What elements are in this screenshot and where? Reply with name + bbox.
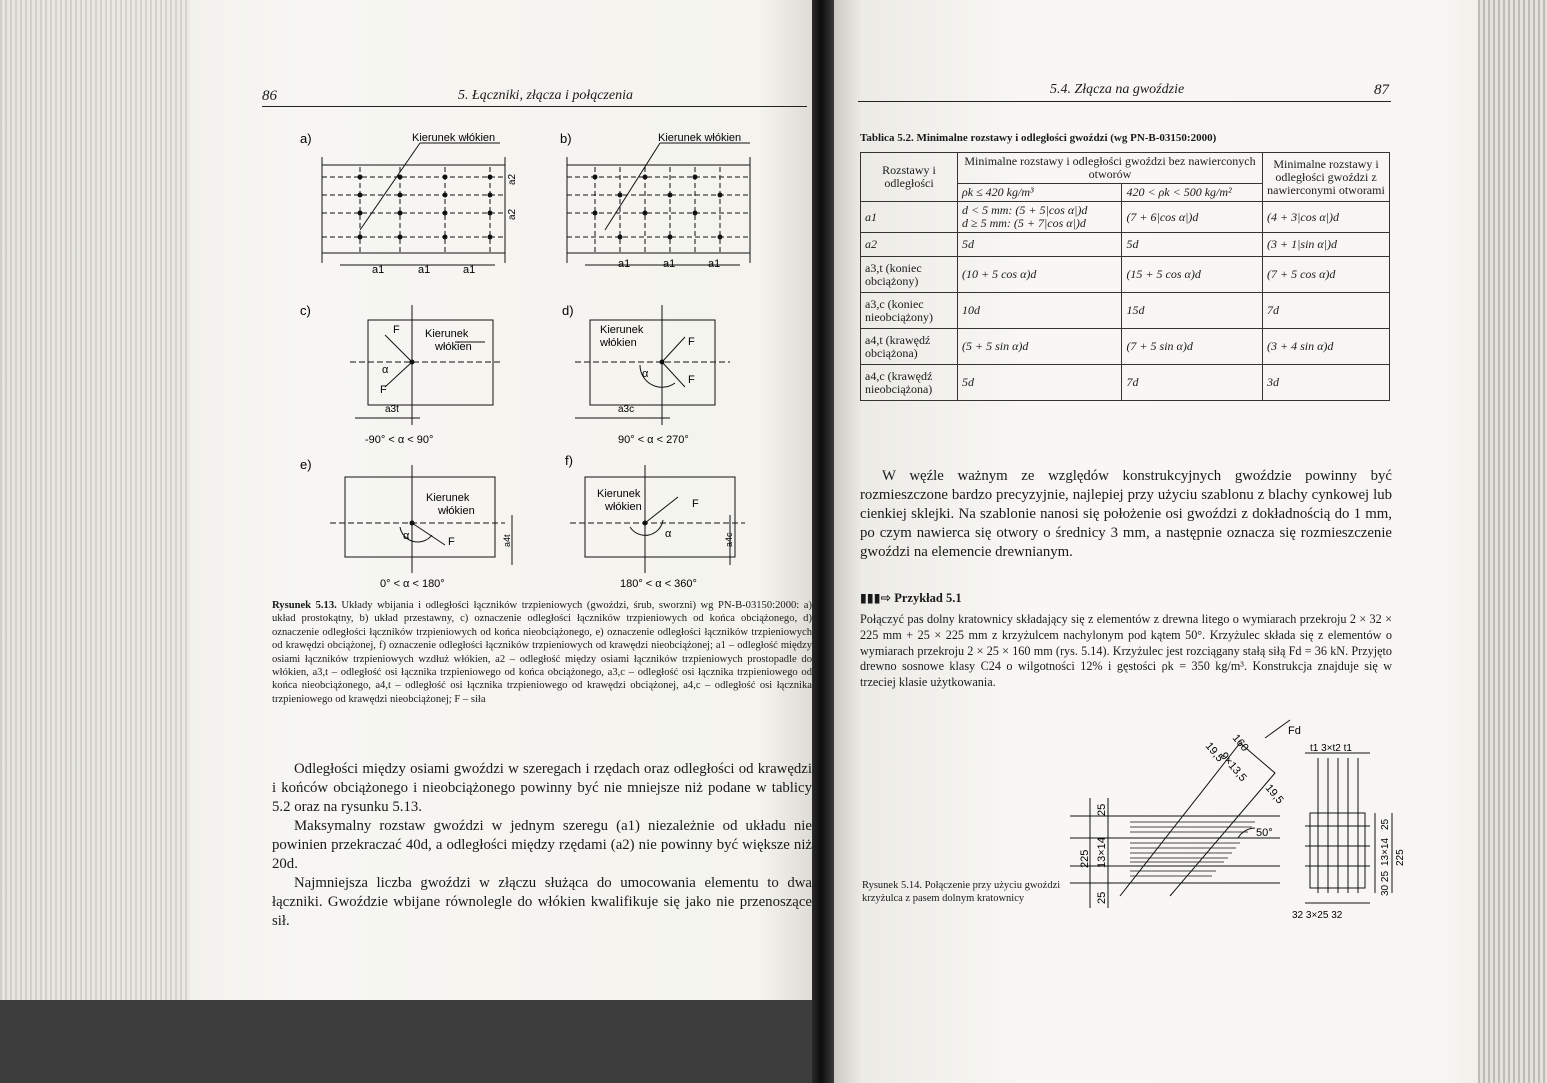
- grain-d-2: włókien: [600, 337, 637, 349]
- row-a4t-c3: (3 + 4 sin α)d: [1263, 329, 1390, 365]
- range-e: 0° < α < 180°: [380, 578, 445, 590]
- force-d-bottom: F: [688, 374, 695, 386]
- row-a1-c1b: d ≥ 5 mm: (5 + 7|cos α|)d: [962, 216, 1086, 230]
- example-text: Połączyć pas dolny kratownicy składający się z elementów z drewna litego o wymiarach przekroju 2 × 32 × 225 mm + 25 × 225 mm z krzyżulcem nachylonym pod kątem 50°. Krzyżulec składa się z elementów o wymiarach przekroju 2 × 25 × 160 mm (rys. 5.14). Krzyżulec jest rozciągany stałą siłą Fd = 36 kN. Przyjęto drewno sosnowe klasy C24 o wilgotności 12% i gęstości ρk = 350 kg/m³. Konstrukcja znajduje się w trzeciej klasie użytkowania.: [860, 612, 1392, 690]
- th-drilled: Minimalne rozstawy i odległości gwoździ z nawierconymi otworami: [1263, 153, 1390, 202]
- a1-label-2: a1: [418, 264, 431, 276]
- label-d: d): [562, 303, 574, 318]
- bottom-dims: 32 3×25 32: [1292, 910, 1343, 921]
- th-group: Minimalne rozstawy i odległości gwoździ bez nawierconych otworów: [958, 153, 1263, 184]
- dim-25b: 25: [1096, 891, 1108, 904]
- row-a4t-c1: (5 + 5 sin α)d: [958, 329, 1122, 365]
- a3t-label: a3t: [385, 404, 399, 415]
- figure-a-nails: [358, 175, 493, 240]
- figure-5-13-caption: [272, 599, 812, 706]
- grain-c-2: włókien: [435, 341, 472, 353]
- grain-label-b: Kierunek włókien: [658, 132, 742, 144]
- row-a4c-c2: 7d: [1122, 365, 1263, 401]
- row-a3t-c3: (7 + 5 cos α)d: [1263, 257, 1390, 293]
- t-label: t1 3×t2 t1: [1310, 743, 1352, 754]
- a3c-label: a3c: [618, 404, 635, 415]
- label-c: c): [300, 303, 311, 318]
- example-title: Przykład 5.1: [894, 591, 962, 605]
- a4c-label: a4c: [724, 532, 734, 547]
- figure-b-grid: [567, 143, 750, 265]
- row-a1-name: a1: [861, 202, 958, 233]
- label-a: a): [300, 131, 312, 146]
- th-spacing: Rozstawy i odległości: [861, 153, 958, 202]
- r-225: 225: [1395, 849, 1406, 866]
- right-header-rule: [858, 101, 1391, 102]
- a1-label-b2: a1: [663, 258, 676, 270]
- a4t-label: a4t: [502, 534, 512, 547]
- force-c-bottom: F: [380, 384, 387, 396]
- grain-f-1: Kierunek: [597, 488, 641, 500]
- row-a3c-c3: 7d: [1263, 293, 1390, 329]
- left-paragraph-2: Maksymalny rozstaw gwoździ w jednym szeregu (a1) niezależnie od układu nie powinien przekraczać 40d, a odległości między rzędami (a2) nie powinny być większe niż 20d.: [272, 818, 812, 872]
- grain-c-1: Kierunek: [425, 328, 469, 340]
- row-a3t-name: a3,t (koniec obciążony): [861, 257, 958, 293]
- row-a4c-name: a4,c (krawędź nieobciążona): [861, 365, 958, 401]
- figure-5-13: [300, 125, 770, 595]
- example-heading: [860, 590, 962, 606]
- table-caption: Tablica 5.2. Minimalne rozstawy i odległości gwoździ (wg PN-B-03150:2000): [860, 132, 1217, 144]
- row-a3t-c2: (15 + 5 cos α)d: [1122, 257, 1263, 293]
- left-paragraph-3: Najmniejsza liczba gwoździ w złączu służąca do umocowania elementu to dwa łączniki. Gwoździe wbijane równolegle do włókien kwalifikuje się jako nie przenoszące sił.: [272, 875, 812, 929]
- left-body: [272, 760, 812, 931]
- dim-9x135: 9×13,5: [1217, 750, 1249, 784]
- force-e: F: [448, 536, 455, 548]
- caption-title: Rysunek 5.13.: [272, 600, 337, 611]
- figure-e: [330, 465, 512, 573]
- grain-d-1: Kierunek: [600, 324, 644, 336]
- a1-label-b1: a1: [618, 258, 631, 270]
- label-e: e): [300, 457, 312, 472]
- force-c-top: F: [393, 324, 400, 336]
- range-f: 180° < α < 360°: [620, 578, 697, 590]
- table-row: [861, 293, 1390, 329]
- a1-label-1: a1: [372, 264, 385, 276]
- row-a3c-c2: 15d: [1122, 293, 1263, 329]
- right-page-edge: [1478, 0, 1547, 1083]
- dim-13x14: 13×14: [1096, 837, 1108, 868]
- dim-160: 160: [1229, 732, 1251, 754]
- row-a4t-c2: (7 + 5 sin α)d: [1122, 329, 1263, 365]
- force-f: F: [692, 498, 699, 510]
- r-13x14: 13×14: [1380, 837, 1391, 866]
- row-a2-name: a2: [861, 233, 958, 257]
- left-page-number: 86: [262, 88, 277, 104]
- grain-f-2: włókien: [605, 501, 642, 513]
- alpha-f: α: [665, 528, 672, 540]
- row-a2-c1: 5d: [958, 233, 1122, 257]
- background-below-book: [0, 1000, 822, 1083]
- row-a4c-c1: 5d: [958, 365, 1122, 401]
- a1-label-3: a1: [463, 264, 476, 276]
- th-sub1: ρk ≤ 420 kg/m³: [958, 184, 1122, 202]
- row-a1-c1: [958, 202, 1122, 233]
- grain-label-a: Kierunek włókien: [412, 132, 496, 144]
- figure-b-nails: [593, 175, 723, 240]
- row-a4c-c3: 3d: [1263, 365, 1390, 401]
- table-row: [861, 329, 1390, 365]
- book-spine: [812, 0, 834, 1083]
- force-fd: Fd: [1288, 725, 1301, 737]
- row-a2-c3: (3 + 1|sin α|)d: [1263, 233, 1390, 257]
- table-row: [861, 365, 1390, 401]
- range-c: -90° < α < 90°: [365, 434, 434, 446]
- row-a1-c1a: d < 5 mm: (5 + 5|cos α|)d: [962, 203, 1088, 217]
- row-a3c-c1: 10d: [958, 293, 1122, 329]
- dim-225: 225: [1079, 849, 1091, 868]
- left-running-head: 5. Łączniki, złącza i połączenia: [458, 88, 633, 103]
- row-a3c-name: a3,c (koniec nieobciążony): [861, 293, 958, 329]
- figure-5-14: [1060, 718, 1406, 933]
- a1-label-b3: a1: [708, 258, 721, 270]
- example-arrow-icon: ▮▮▮⇨: [860, 590, 892, 605]
- th-sub2: 420 < ρk < 500 kg/m²: [1122, 184, 1263, 202]
- a2-label-1: a2: [507, 173, 518, 185]
- alpha-c: α: [382, 364, 389, 376]
- force-d-top: F: [688, 336, 695, 348]
- row-a1-c2: (7 + 6|cos α|)d: [1122, 202, 1263, 233]
- a2-label-2: a2: [507, 208, 518, 220]
- left-page-edge: [0, 0, 190, 1000]
- r-3025: 30 25: [1380, 870, 1391, 896]
- angle-50: 50°: [1256, 827, 1273, 839]
- left-paragraph-1: Odległości między osiami gwoździ w szeregach i rzędach oraz odległości od krawędzi i końców obciążonego i nieobciążonego powinny być nie mniejsze niż podane w tablicy 5.2 oraz na rysunku 5.13.: [272, 761, 812, 815]
- figure-a-grid: [322, 143, 505, 265]
- row-a3t-c1: (10 + 5 cos α)d: [958, 257, 1122, 293]
- right-page-number: 87: [1374, 82, 1389, 98]
- table-row: [861, 233, 1390, 257]
- label-b: b): [560, 131, 572, 146]
- right-body: [860, 467, 1392, 562]
- row-a1-c3: (4 + 3|cos α|)d: [1263, 202, 1390, 233]
- dim-25a: 25: [1096, 803, 1108, 816]
- row-a4t-name: a4,t (krawędź obciążona): [861, 329, 958, 365]
- r-25: 25: [1380, 818, 1391, 830]
- dim-195a: 19,5: [1202, 740, 1226, 765]
- caption-text: Układy wbijania i odległości łączników trzpieniowych (gwoździ, śrub, sworzni) wg PN-B-03150:2000: a) układ prostokątny, b) układ przestawny, c) oznaczenie odległości łączników trzpieniowych od końca obciążonego, d) oznaczenie odległości łączników trzpieniowych od końca nieobciążonego, e) oznaczenie odległości łączników trzpieniowych od krawędzi obciążonej, f) oznaczenie odległości łączników trzpieniowych od krawędzi nieobciążonej; a1 – odległość między osiami łączników trzpieniowych wzdłuż włókien, a2 – odległość między osiami łączników trzpieniowych prostopadle do włókien, a3,t – odległość osi łącznika trzpieniowego od końca obciążonego, a3,c – odległość osi łącznika trzpieniowego od końca nieobciążonego, a4,t – odległość osi łącznika trzpieniowego od krawędzi obciążonej, a4,c – odległość osi łącznika trzpieniowego od krawędzi nieobciążonej; F – siła: [272, 600, 812, 705]
- table-5-2: [860, 152, 1390, 401]
- table-row: [861, 257, 1390, 293]
- figure-f: [570, 465, 745, 573]
- grain-e-1: Kierunek: [426, 492, 470, 504]
- right-running-head: 5.4. Złącza na gwoździe: [1050, 82, 1185, 97]
- alpha-d: α: [642, 368, 649, 380]
- grain-e-2: włókien: [438, 505, 475, 517]
- figure-c: [350, 305, 500, 425]
- dim-195b: 19,5: [1262, 782, 1286, 807]
- left-header-rule: [262, 106, 807, 107]
- alpha-e: α: [403, 530, 410, 542]
- range-d: 90° < α < 270°: [618, 434, 689, 446]
- right-paragraph: W węźle ważnym ze względów konstrukcyjnych gwoździe powinny być rozmieszczone bardzo precyzyjnie, najlepiej przy użyciu szablonu z blachy cynkowej lub cienkiej sklejki. Na szablonie nanosi się położenie osi gwoździ z dokładnością do 1 mm, po czym nawierca się otwory o średnicy 3 mm, a następnie oznacza się rozmieszczenie gwoździ na elemencie drewnianym.: [860, 468, 1392, 560]
- figure-5-14-caption: Rysunek 5.14. Połączenie przy użyciu gwoździ krzyżulca z pasem dolnym kratownicy: [862, 880, 1061, 904]
- figure-d: [575, 305, 730, 425]
- table-row: [861, 202, 1390, 233]
- label-f: f): [565, 453, 573, 468]
- row-a2-c2: 5d: [1122, 233, 1263, 257]
